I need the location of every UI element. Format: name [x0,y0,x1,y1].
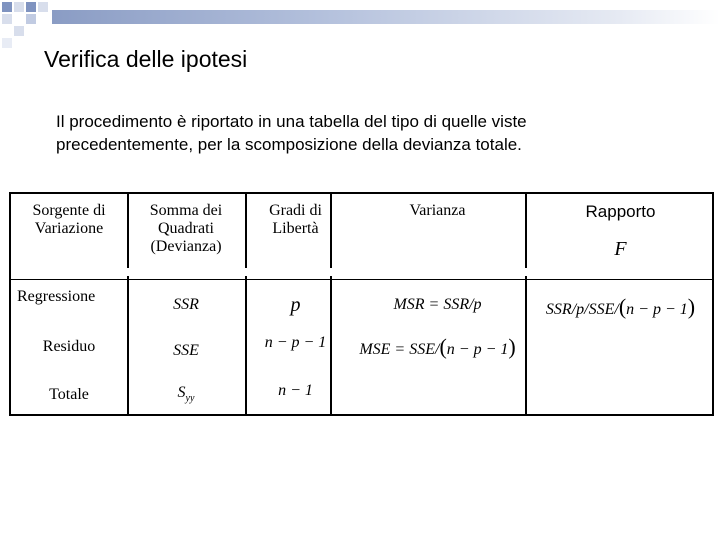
table-row [10,328,713,376]
row-df: n − 1 [278,381,313,399]
page-title: Verifica delle ipotesi [44,46,248,72]
header-ratio-symbol: F [614,238,627,260]
row-df: p [290,294,301,316]
variance-left: MSE = SSE/ [359,340,440,358]
header-ratio-label: Rapporto [585,202,656,221]
table-row [10,376,713,416]
sum-squares-base: S [177,383,186,401]
intro-paragraph: Il procedimento è riportato in una tabella del tipo di quelle viste precedentemente, per la scomposizione della devianza totale. [56,112,527,154]
anova-table [9,192,714,416]
header-ratio [529,193,713,280]
row-source: Totale [49,385,89,403]
row-sum-squares: SSR [173,296,199,313]
header-gradient-bar [52,10,720,24]
row-source: Residuo [42,337,96,355]
row-df: n − p − 1 [264,333,327,351]
row-source: Regressione [17,288,96,305]
header-sum-squares: Somma dei Quadrati (Devianza) [127,193,245,280]
header-df: Gradi di Libertà [245,193,346,280]
row-variance: MSE = SSE/(n − p − 1) [359,333,516,359]
table-row [10,280,713,328]
row-sum-squares: SSE [173,341,199,359]
ratio-left: SSR/p/SSE/ [545,301,619,318]
header-variance: Varianza [346,193,529,280]
row-ratio: SSR/p/SSE/(n − p − 1) [545,294,696,319]
header-source: Sorgente di Variazione [10,193,127,280]
variance-inner: n − p − 1 [446,340,509,358]
row-sum-squares [127,376,245,416]
table-header-row [10,193,713,280]
ratio-inner: n − p − 1 [626,301,688,318]
sum-squares-sub: yy [185,392,195,404]
row-variance: MSR = SSR/p [393,296,482,313]
